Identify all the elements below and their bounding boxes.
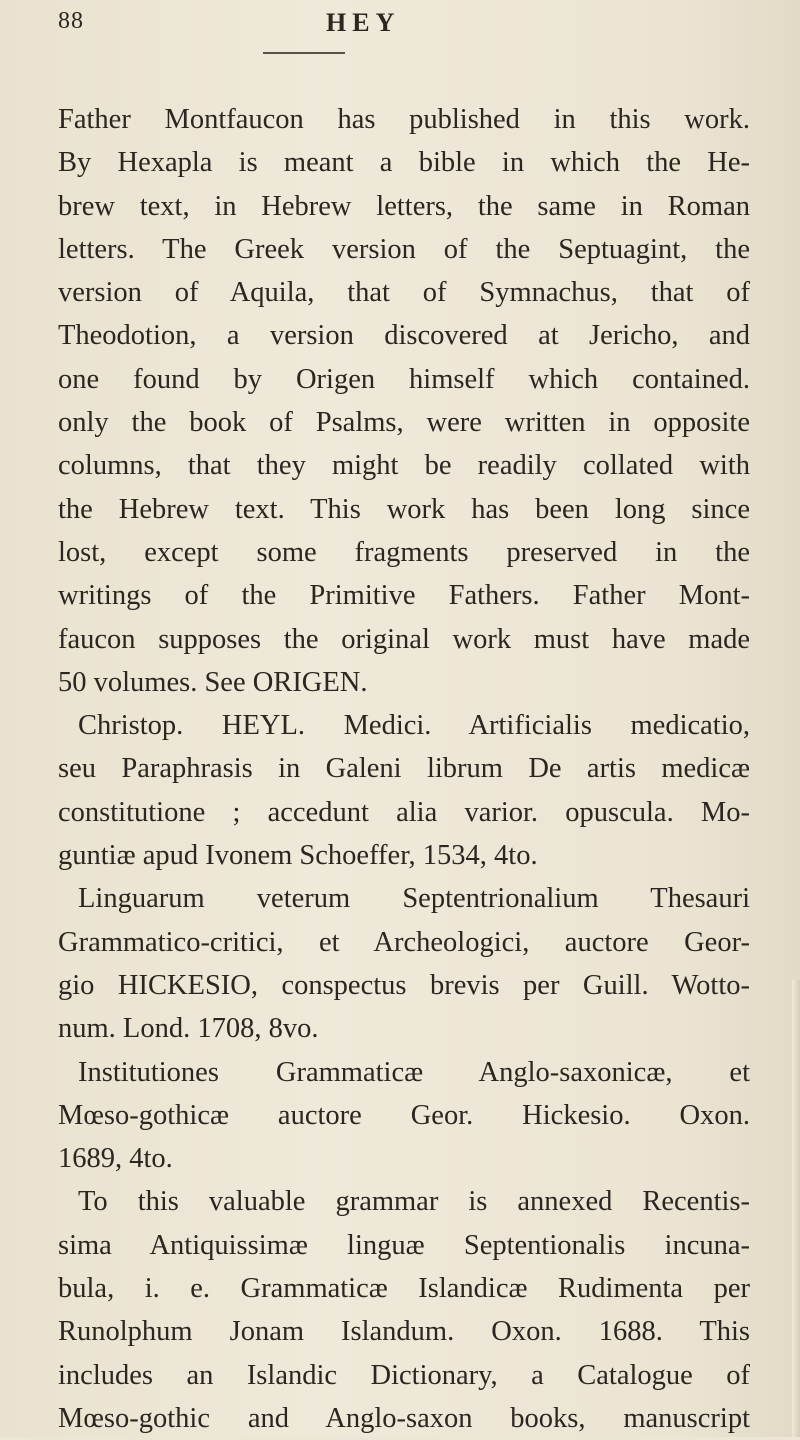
text-line: 50 volumes. See ORIGEN. bbox=[58, 666, 368, 698]
text-line: Linguarum veterum Septentrionalium Thesauri bbox=[78, 883, 750, 915]
text-line: letters. The Greek version of the Septuagint, the bbox=[58, 233, 750, 265]
text-line: 1689, 4to. bbox=[58, 1143, 173, 1175]
body-text bbox=[58, 98, 750, 1440]
page-header bbox=[58, 8, 738, 48]
text-line: Institutiones Grammaticæ Anglo-saxonicæ, et bbox=[78, 1056, 750, 1088]
text-line: lost, except some fragments preserved in the bbox=[58, 536, 750, 568]
text-line: Christop. HEYL. Medici. Artificialis medicatio, bbox=[78, 710, 750, 742]
text-line: sima Antiquissimæ linguæ Septentionalis incuna- bbox=[58, 1229, 750, 1261]
text-line: writings of the Primitive Fathers. Father Mont- bbox=[58, 580, 750, 612]
text-line: constitutione ; accedunt alia varior. opuscula. Mo- bbox=[58, 796, 750, 828]
text-line: only the book of Psalms, were written in opposite bbox=[58, 407, 750, 439]
page-edge-shadow bbox=[792, 980, 800, 1437]
text-line: Theodotion, a version discovered at Jericho, and bbox=[58, 320, 750, 352]
text-line: num. Lond. 1708, 8vo. bbox=[58, 1013, 319, 1045]
running-head: HEY bbox=[326, 8, 401, 37]
text-line: seu Paraphrasis in Galeni librum De artis medicæ bbox=[58, 753, 750, 785]
text-line: Mœso-gothic and Anglo-saxon books, manuscript bbox=[58, 1402, 750, 1434]
text-line: Father Montfaucon has published in this work. bbox=[58, 104, 750, 135]
text-line: columns, that they might be readily collated with bbox=[58, 450, 750, 482]
text-line: To this valuable grammar is annexed Recentis- bbox=[78, 1186, 750, 1218]
text-line: bula, i. e. Grammaticæ Islandicæ Rudimenta per bbox=[58, 1273, 750, 1305]
text-line: guntiæ apud Ivonem Schoeffer, 1534, 4to. bbox=[58, 840, 538, 872]
text-line: faucon supposes the original work must have made bbox=[58, 623, 750, 655]
text-line: brew text, in Hebrew letters, the same in Roman bbox=[58, 190, 750, 222]
text-line: Grammatico-critici, et Archeologici, auctore Geor- bbox=[58, 926, 750, 958]
page-number: 88 bbox=[58, 8, 84, 34]
text-line: Mœso-gothicæ auctore Geor. Hickesio. Oxon. bbox=[58, 1099, 750, 1131]
text-line: includes an Islandic Dictionary, a Catalogue of bbox=[58, 1359, 750, 1391]
text-line: gio HICKESIO, conspectus brevis per Guill. Wotto- bbox=[58, 969, 750, 1001]
text-line: version of Aquila, that of Symnachus, that of bbox=[58, 277, 750, 309]
text-line: one found by Origen himself which contained. bbox=[58, 363, 750, 395]
text-line: the Hebrew text. This work has been long since bbox=[58, 493, 750, 525]
text-line: Runolphum Jonam Islandum. Oxon. 1688. This bbox=[58, 1316, 750, 1348]
header-rule bbox=[263, 52, 345, 54]
text-line: By Hexapla is meant a bible in which the He- bbox=[58, 147, 750, 179]
